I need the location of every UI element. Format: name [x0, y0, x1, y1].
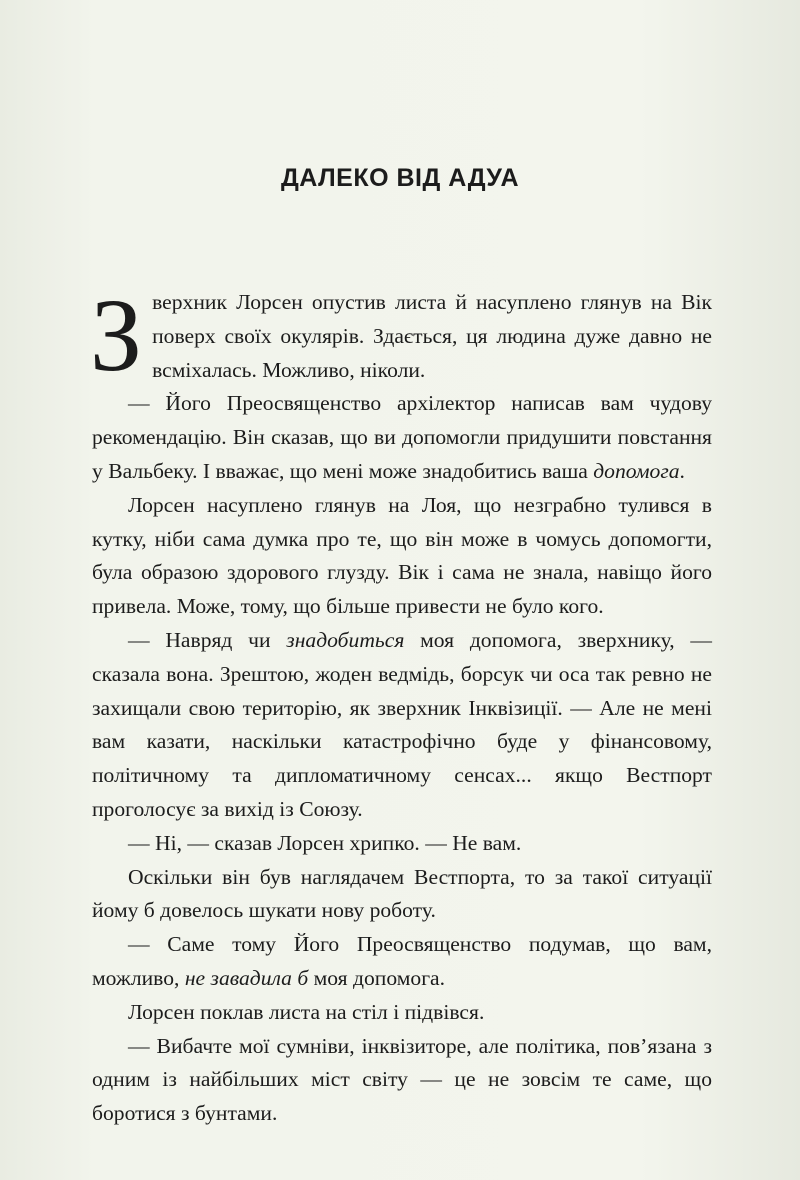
paragraph-7-text-a: — Саме тому Його Преосвященство подумав, що вам, можливо,: [92, 932, 712, 990]
paragraph-2-text-b: .: [679, 458, 685, 483]
paragraph-2-text-a: — Його Преосвященство архілектор написав вам чудову рекомендацію. Він сказав, що ви допомогли придушити повстання у Вальбеку. І вважає, що мені може знадобитись ваша: [92, 391, 712, 483]
paragraph-7-emphasis: не завадила б: [184, 965, 309, 990]
paragraph-9: — Вибачте мої сумніви, інквізиторе, але політика, пов’язана з одним із найбільших міст світу — це не зовсім те саме, що боротися з бунтами.: [92, 1033, 712, 1126]
paragraph-4-text-b: моя допомога, зверхнику, — сказала вона. Зрештою, жоден ведмідь, борсук чи оса так ревно не захищали свою територію, як зверхник Інквізиції. — Але не мені вам казати, наскільки катастрофічно буде у фінансовому, політичному та дипломатичному сенсах... якщо Вестпорт проголосує за вихід із Союзу.: [92, 627, 713, 821]
paragraph-8: Лорсен поклав листа на стіл і підвівся.: [128, 999, 485, 1024]
paragraph-3: Лорсен насуплено глянув на Лоя, що незграбно тулився в кутку, ніби сама думка про те, що він може в чомусь допомогти, була образою здорового глузду. Вік і сама не знала, навіщо його привела. Може, тому, що більше привести не було кого.: [92, 492, 712, 619]
drop-cap: З: [90, 278, 143, 393]
chapter-title: ДАЛЕКО ВІД АДУА: [280, 164, 520, 192]
paragraph-7: [92, 928, 712, 996]
paragraph-1: [90, 278, 712, 393]
paragraph-2-emphasis: допомога: [593, 458, 680, 483]
paragraph-1-text: верхник Лорсен опустив листа й насуплено глянув на Вік поверх своїх окулярів. Здається, ця людина дуже давно не всміхалась. Можливо, ніколи.: [152, 290, 712, 382]
paragraph-7-text-b: моя допомога.: [308, 965, 446, 990]
paragraph-4-emphasis: знадобиться: [286, 627, 405, 652]
paragraph-4-text-a: — Навряд чи: [128, 627, 287, 652]
body-text: [90, 278, 713, 1131]
paragraph-6: Оскільки він був наглядачем Вестпорта, то за такої ситуації йому б довелось шукати нову роботу.: [92, 864, 712, 923]
paragraph-4: [92, 624, 712, 827]
paragraph-5: — Ні, — сказав Лорсен хрипко. — Не вам.: [128, 830, 522, 855]
paragraph-2: [92, 387, 712, 488]
